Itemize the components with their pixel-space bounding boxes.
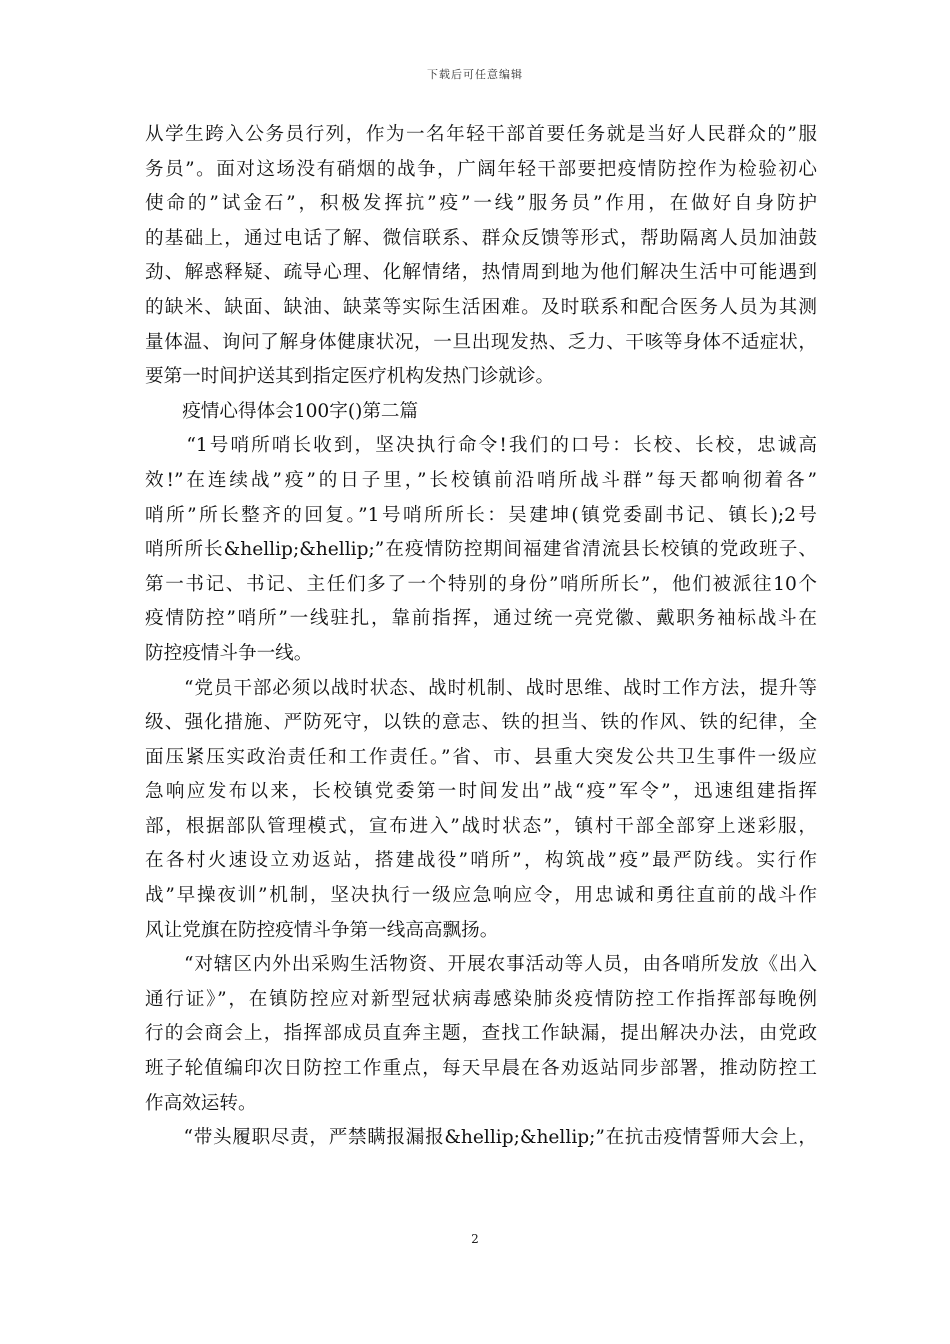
body-text-line: 量体温、询问了解身体健康状况，一旦出现发热、乏力、干咳等身体不适症状， (145, 331, 817, 353)
body-text-line: 面压紧压实政治责任和工作责任。”省、市、县重大突发公共卫生事件一级应 (145, 746, 817, 768)
document-body (145, 118, 817, 1156)
body-text-line: “对辖区内外出采购生活物资、开展农事活动等人员，由各哨所发放《出入 (145, 954, 817, 976)
page-number: 2 (471, 1232, 479, 1246)
body-text-line: 急响应发布以来，长校镇党委第一时间发出”战“疫”军令”，迅速组建指挥 (145, 781, 817, 803)
body-text-line: 在各村火速设立劝返站，搭建战役”哨所”，构筑战”疫”最严防线。实行作 (145, 850, 817, 872)
body-text-line: 防控疫情斗争一线。 (145, 642, 313, 664)
body-text-line: “带头履职尽责，严禁瞒报漏报&hellip;&hellip;”在抗击疫情誓师大会上， (145, 1127, 817, 1149)
body-text-line: 疫情防控”哨所”一线驻扎，靠前指挥，通过统一亮党徽、戴职务袖标战斗在 (145, 608, 817, 630)
body-text-line: 务员”。面对这场没有硝烟的战争，广阔年轻干部要把疫情防控作为检验初心 (145, 158, 817, 180)
body-text-line: 行的会商会上，指挥部成员直奔主题，查找工作缺漏，提出解决办法，由党政 (145, 1023, 817, 1045)
body-text-line: 疫情心得体会100字()第二篇 (145, 400, 419, 422)
body-text-line: “1号哨所哨长收到，坚决执行命令!我们的口号：长校、长校，忠诚高 (145, 435, 817, 457)
body-text-line: 使命的”试金石”，积极发挥抗”疫”一线”服务员”作用，在做好自身防护 (145, 193, 817, 215)
body-text-line: 风让党旗在防控疫情斗争第一线高高飘扬。 (145, 919, 499, 941)
body-text-line: 从学生跨入公务员行列，作为一名年轻干部首要任务就是当好人民群众的”服 (145, 124, 817, 145)
body-text-line: 哨所”所长整齐的回复。”1号哨所所长：吴建坤(镇党委副书记、镇长);2号 (145, 504, 817, 526)
body-text-line: 效!”在连续战”疫”的日子里，”长校镇前沿哨所战斗群”每天都响彻着各” (145, 469, 817, 491)
body-text-line: 的基础上，通过电话了解、微信联系、群众反馈等形式，帮助隔离人员加油鼓 (145, 227, 817, 249)
body-text-line: 班子轮值编印次日防控工作重点，每天早晨在各劝返站同步部署，推动防控工 (145, 1058, 817, 1080)
body-text-line: 通行证》”，在镇防控应对新型冠状病毒感染肺炎疫情防控工作指挥部每晚例 (145, 988, 817, 1010)
body-text-line: 级、强化措施、严防死守，以铁的意志、铁的担当、铁的作风、铁的纪律，全 (145, 712, 817, 734)
body-text-line: 的缺米、缺面、缺油、缺菜等实际生活困难。及时联系和配合医务人员为其测 (145, 296, 817, 318)
body-text-line: 要第一时间护送其到指定医疗机构发热门诊就诊。 (145, 366, 555, 388)
page-header-note: 下载后可任意编辑 (427, 68, 523, 81)
body-text-line: 第一书记、书记、主任们多了一个特别的身份”哨所所长”，他们被派往10个 (145, 573, 817, 595)
body-text-line: 哨所所长&hellip;&hellip;”在疫情防控期间福建省清流县长校镇的党政班子、 (145, 539, 817, 561)
body-text-line: 部，根据部队管理模式，宣布进入”战时状态”，镇村干部全部穿上迷彩服， (145, 815, 817, 837)
body-text-line: 劲、解惑释疑、疏导心理、化解情绪，热情周到地为他们解决生活中可能遇到 (145, 262, 817, 284)
body-text-line: 作高效运转。 (145, 1092, 257, 1114)
body-text-line: 战”早操夜训”机制，坚决执行一级应急响应令，用忠诚和勇往直前的战斗作 (145, 885, 817, 907)
body-text-line: “党员干部必须以战时状态、战时机制、战时思维、战时工作方法，提升等 (145, 677, 817, 699)
